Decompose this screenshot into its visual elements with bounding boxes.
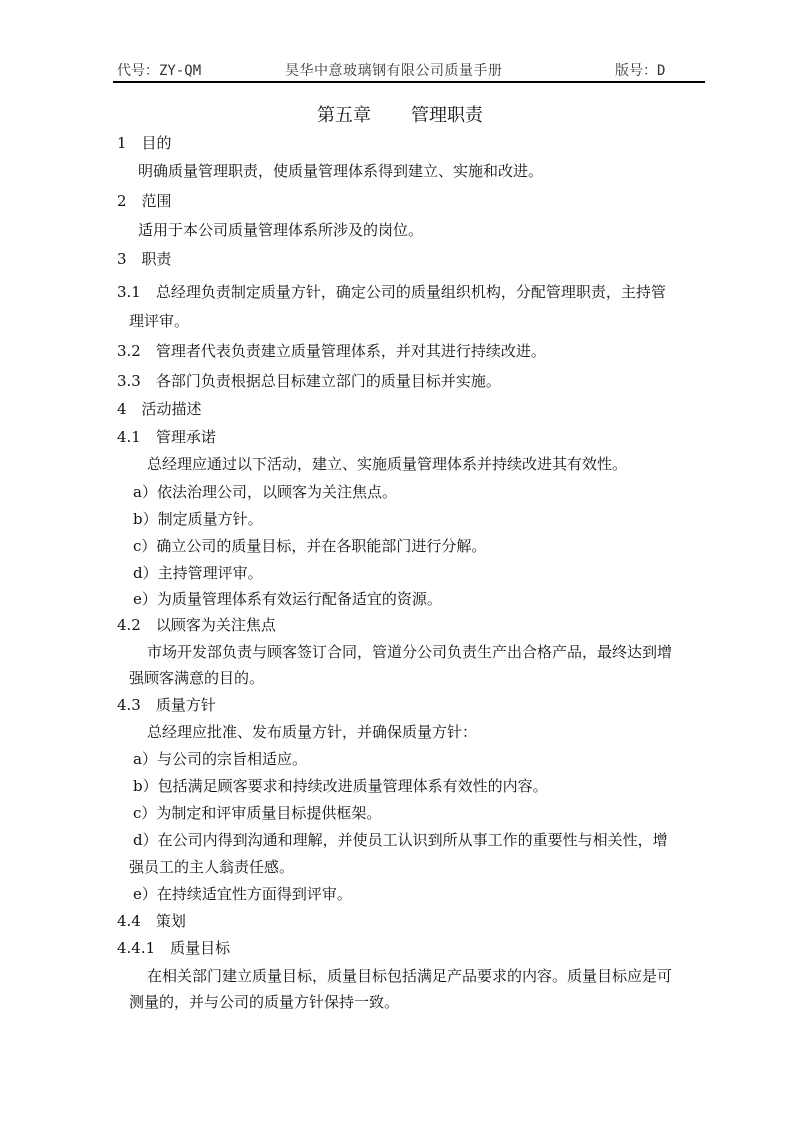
list-item-4-1-b: b）制定质量方针。 (133, 510, 263, 528)
section-heading-purpose: 1 目的 (117, 134, 172, 152)
list-item-4-1-d: d）主持管理评审。 (133, 564, 263, 582)
list-item-4-3-c: c）为制定和评审质量目标提供框架。 (133, 804, 382, 822)
clause-4-4-1-line-2: 测量的，并与公司的质量方针保持一致。 (129, 993, 400, 1011)
clause-4-3-paragraph: 总经理应批准、发布质量方针，并确保质量方针： (147, 723, 478, 741)
section-heading-scope: 2 范围 (117, 192, 172, 210)
header-manual-title: 昊华中意玻璃钢有限公司质量手册 (285, 63, 503, 79)
clause-4-4-1-heading: 4.4.1 质量目标 (117, 939, 231, 957)
chapter-title (0, 101, 800, 127)
list-item-4-1-e: e）为质量管理体系有效运行配备适宜的资源。 (133, 590, 442, 608)
clause-4-2-line-1: 市场开发部负责与顾客签订合同，管道分公司负责生产出合格产品，最终达到增 (147, 643, 673, 661)
list-item-4-1-a: a）依法治理公司，以顾客为关注焦点。 (133, 483, 397, 501)
chapter-number: 第五章 (317, 105, 371, 126)
list-item-4-3-e: e）在持续适宜性方面得到评审。 (133, 885, 352, 903)
clause-4-1-paragraph: 总经理应通过以下活动，建立、实施质量管理体系并持续改进其有效性。 (147, 455, 628, 473)
clause-4-3-heading: 4.3 质量方针 (117, 696, 216, 714)
clause-4-4-heading: 4.4 策划 (117, 912, 186, 930)
chapter-name: 管理职责 (411, 105, 483, 126)
header-rule (113, 81, 705, 83)
list-item-4-3-a: a）与公司的宗旨相适应。 (133, 750, 307, 768)
list-item-4-1-c: c）确立公司的质量目标，并在各职能部门进行分解。 (133, 537, 487, 555)
list-item-4-3-d-line-1: d）在公司内得到沟通和理解，并使员工认识到所从事工作的重要性与相关性，增 (133, 831, 668, 849)
section-heading-activities: 4 活动描述 (117, 400, 202, 418)
paragraph-purpose: 明确质量管理职责，使质量管理体系得到建立、实施和改进。 (138, 162, 544, 180)
paragraph-scope: 适用于本公司质量管理体系所涉及的岗位。 (138, 221, 424, 239)
section-heading-responsibilities: 3 职责 (117, 250, 172, 268)
clause-3-1-line-2: 理评审。 (129, 312, 190, 330)
header-version: 版号：D (615, 63, 666, 79)
clause-4-4-1-line-1: 在相关部门建立质量目标，质量目标包括满足产品要求的内容。质量目标应是可 (147, 967, 673, 985)
clause-3-3: 3.3 各部门负责根据总目标建立部门的质量目标并实施。 (117, 372, 501, 390)
clause-3-2: 3.2 管理者代表负责建立质量管理体系，并对其进行持续改进。 (117, 342, 546, 360)
list-item-4-3-d-line-2: 强员工的主人翁责任感。 (129, 858, 295, 876)
clause-4-1-heading: 4.1 管理承诺 (117, 428, 216, 446)
header-document-code: 代号：ZY-QM (117, 63, 202, 79)
list-item-4-3-b: b）包括满足顾客要求和持续改进质量管理体系有效性的内容。 (133, 777, 548, 795)
clause-3-1-line-1: 3.1 总经理负责制定质量方针，确定公司的质量组织机构，分配管理职责，主持管 (117, 283, 666, 301)
clause-4-2-heading: 4.2 以顾客为关注焦点 (117, 616, 276, 634)
clause-4-2-line-2: 强顾客满意的目的。 (129, 669, 265, 687)
